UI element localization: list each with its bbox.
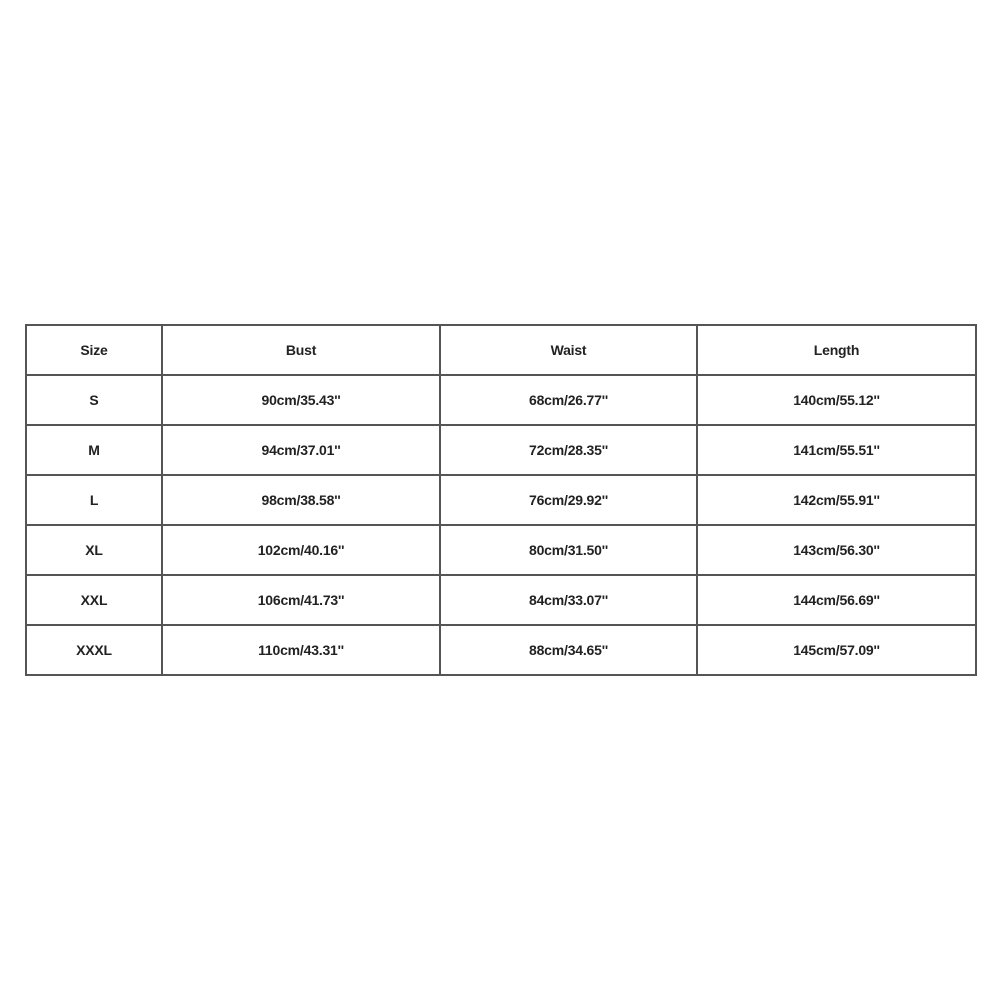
cell-size: XL <box>26 525 162 575</box>
cell-waist: 76cm/29.92'' <box>440 475 697 525</box>
cell-bust: 90cm/35.43'' <box>162 375 440 425</box>
header-waist: Waist <box>440 325 697 375</box>
cell-bust: 98cm/38.58'' <box>162 475 440 525</box>
cell-size: XXXL <box>26 625 162 675</box>
size-chart-table <box>25 324 977 676</box>
cell-waist: 88cm/34.65'' <box>440 625 697 675</box>
cell-length: 140cm/55.12'' <box>697 375 976 425</box>
table-row <box>26 625 976 675</box>
cell-length: 144cm/56.69'' <box>697 575 976 625</box>
table-row <box>26 525 976 575</box>
cell-length: 145cm/57.09'' <box>697 625 976 675</box>
cell-length: 143cm/56.30'' <box>697 525 976 575</box>
cell-bust: 94cm/37.01'' <box>162 425 440 475</box>
cell-length: 142cm/55.91'' <box>697 475 976 525</box>
cell-size: M <box>26 425 162 475</box>
table-row <box>26 475 976 525</box>
header-length: Length <box>697 325 976 375</box>
table-row <box>26 575 976 625</box>
cell-length: 141cm/55.51'' <box>697 425 976 475</box>
table-row <box>26 375 976 425</box>
cell-size: XXL <box>26 575 162 625</box>
cell-waist: 72cm/28.35'' <box>440 425 697 475</box>
cell-bust: 102cm/40.16'' <box>162 525 440 575</box>
table-row <box>26 425 976 475</box>
cell-waist: 80cm/31.50'' <box>440 525 697 575</box>
cell-size: S <box>26 375 162 425</box>
cell-bust: 110cm/43.31'' <box>162 625 440 675</box>
table-header-row <box>26 325 976 375</box>
header-size: Size <box>26 325 162 375</box>
cell-waist: 68cm/26.77'' <box>440 375 697 425</box>
cell-size: L <box>26 475 162 525</box>
header-bust: Bust <box>162 325 440 375</box>
cell-bust: 106cm/41.73'' <box>162 575 440 625</box>
cell-waist: 84cm/33.07'' <box>440 575 697 625</box>
